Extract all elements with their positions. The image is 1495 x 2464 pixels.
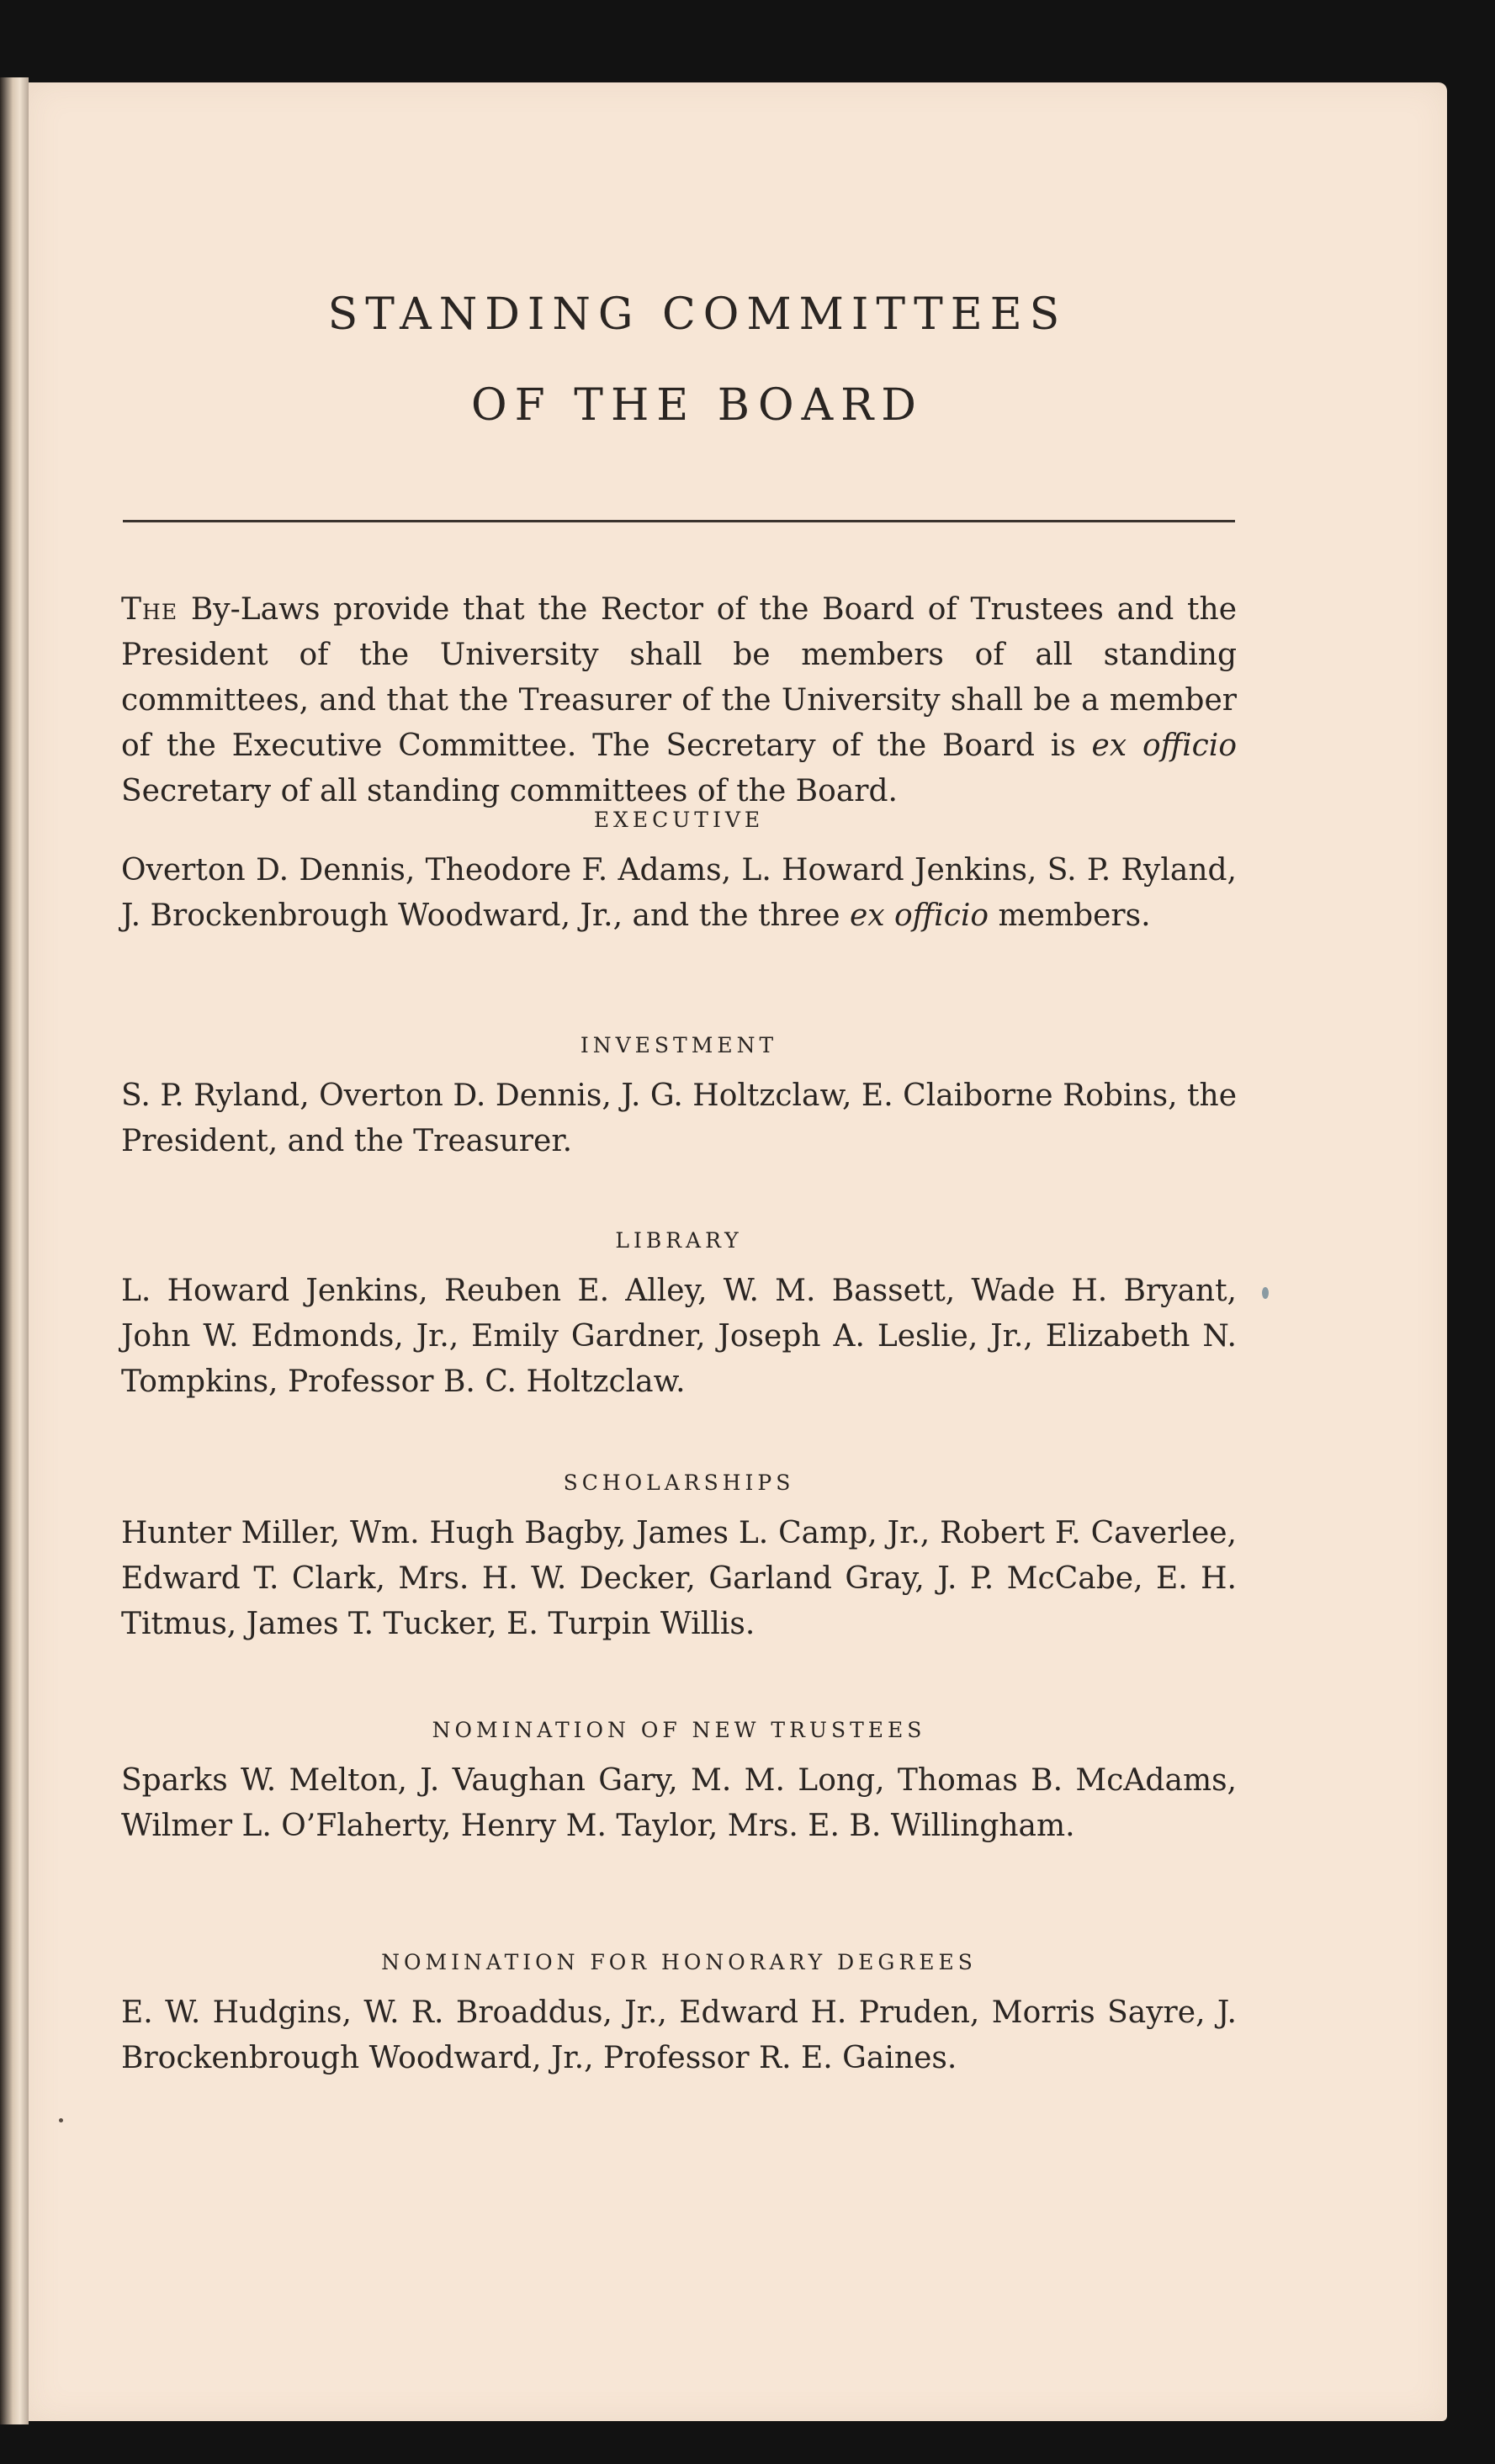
section-heading-scholarships: SCHOLARSHIPS	[563, 1470, 795, 1495]
section-members-honorary-degrees: E. W. Hudgins, W. R. Broaddus, Jr., Edward H. Pruden, Morris Sayre, J. Brockenbrough Woodward, Jr., Professor R. E. Gaines.	[121, 1995, 1237, 2075]
section-heading-library: LIBRARY	[615, 1228, 743, 1253]
executive-italic: ex officio	[849, 898, 989, 933]
intro-text-1: By-Laws provide that the Rector of the Board of Trustees and the President of the University shall be members of all standing committees, and that the Treasurer of the University shall be a member of the Executive Committee. The Secretary of the Board is	[121, 592, 1237, 763]
executive-members-text-1: Overton D. Dennis, Theodore F. Adams, L. Howard Jenkins, S. P. Ryland, J. Brockenbrough Woodward, Jr., and the three	[121, 853, 1237, 933]
section-heading-honorary-degrees: NOMINATION FOR HONORARY DEGREES	[381, 1950, 977, 1974]
page-title-line-2: OF THE BOARD	[471, 380, 924, 431]
section-heading-executive: EXECUTIVE	[593, 808, 765, 832]
section-members-new-trustees: Sparks W. Melton, J. Vaughan Gary, M. M. Long, Thomas B. McAdams, Wilmer L. O’Flaherty, Henry M. Taylor, Mrs. E. B. Willingham.	[121, 1763, 1237, 1843]
book-page	[29, 82, 1447, 2421]
intro-lead-word: The	[121, 592, 178, 627]
intro-paragraph	[121, 587, 1237, 814]
executive-members-text-2: members.	[989, 898, 1151, 933]
paper-speck	[59, 2118, 63, 2122]
intro-italic: ex officio	[1091, 729, 1237, 763]
section-members-scholarships: Hunter Miller, Wm. Hugh Bagby, James L. Camp, Jr., Robert F. Caverlee, Edward T. Clark, Mrs. H. W. Decker, Garland Gray, J. P. McCabe, E. H. Titmus, James T. Tucker, E. Turpin Willis.	[121, 1516, 1237, 1641]
page-title	[29, 269, 1366, 451]
section-heading-new-trustees: NOMINATION OF NEW TRUSTEES	[432, 1718, 926, 1742]
section-members-investment: S. P. Ryland, Overton D. Dennis, J. G. Holtzclaw, E. Claiborne Robins, the President, and the Treasurer.	[121, 1078, 1237, 1158]
page-title-line-1: STANDING COMMITTEES	[327, 289, 1068, 340]
section-members-library: L. Howard Jenkins, Reuben E. Alley, W. M. Bassett, Wade H. Bryant, John W. Edmonds, Jr., Emily Gardner, Joseph A. Leslie, Jr., Elizabeth N. Tompkins, Professor B. C. Holtzclaw.	[121, 1274, 1237, 1399]
binding-edge	[0, 77, 29, 2424]
section-members-executive	[121, 848, 1237, 939]
paper-blemish	[1262, 1287, 1269, 1299]
section-heading-investment: INVESTMENT	[580, 1033, 778, 1057]
intro-text-2: Secretary of all standing committees of the Board.	[121, 774, 898, 808]
title-rule	[123, 520, 1235, 522]
